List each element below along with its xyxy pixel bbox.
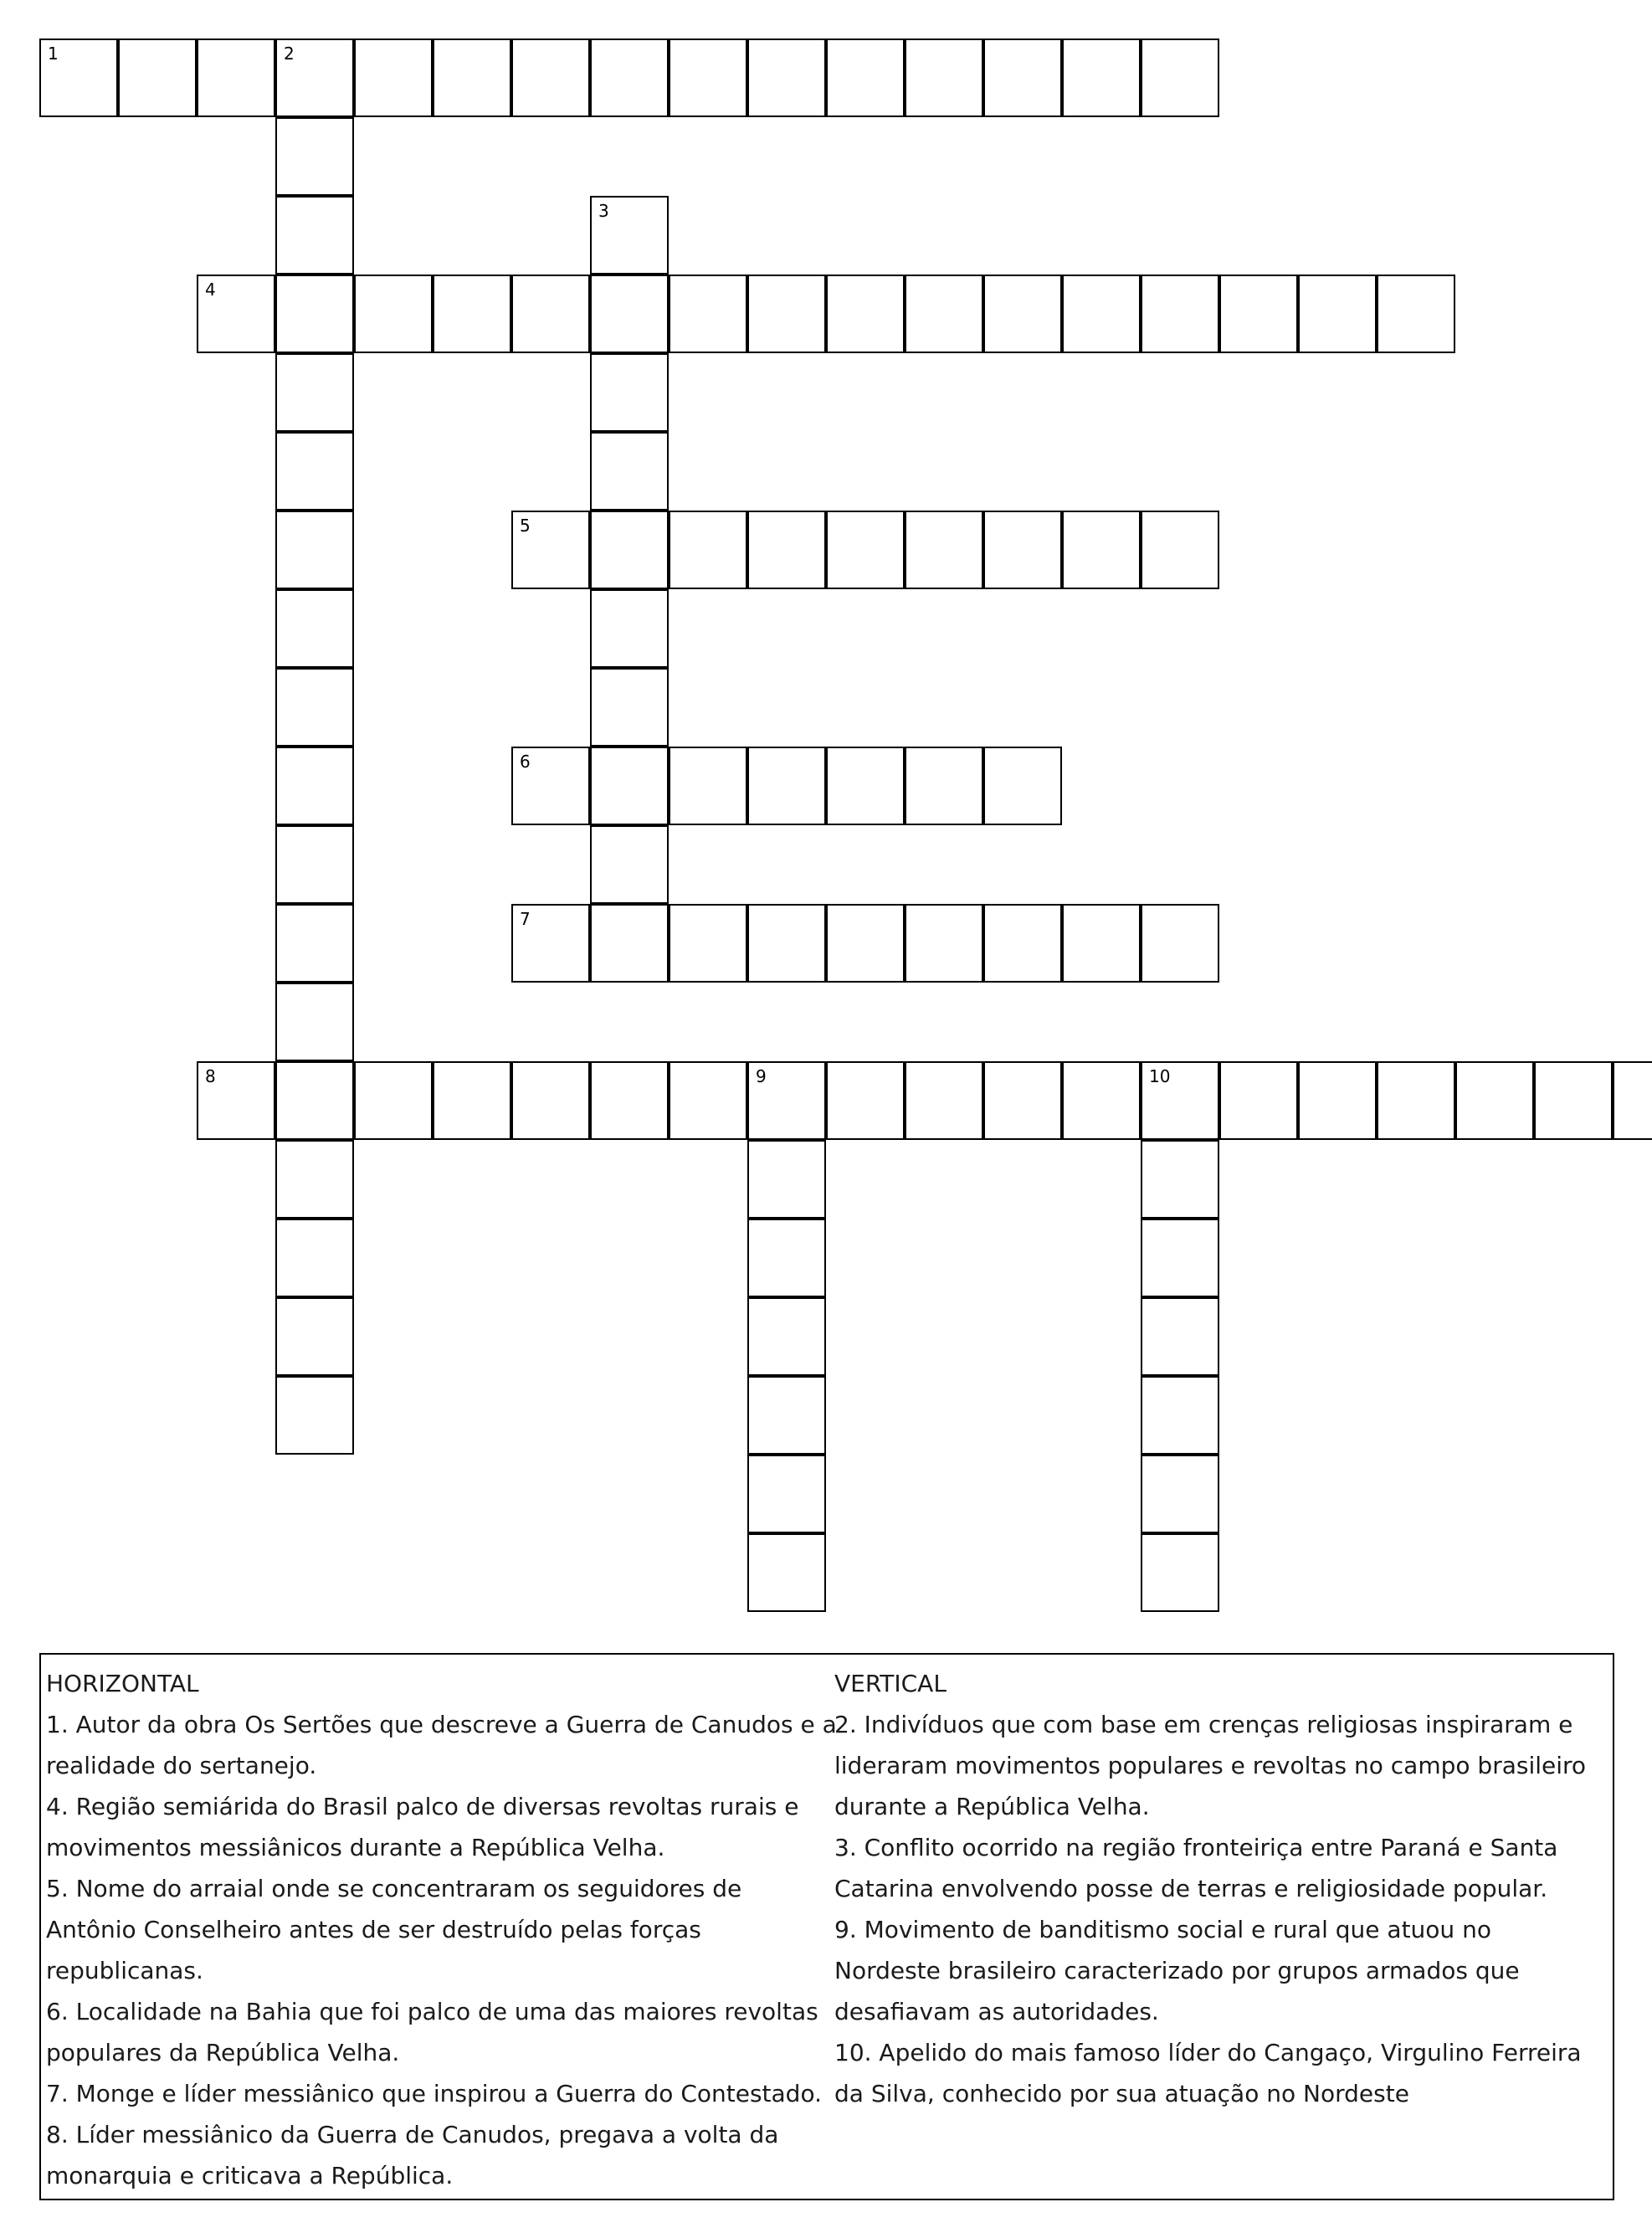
grid-cell[interactable]	[747, 38, 826, 117]
clue-number-label: 8	[205, 1066, 216, 1086]
grid-cell[interactable]	[275, 38, 354, 117]
grid-cell[interactable]	[826, 38, 905, 117]
grid-cell[interactable]	[983, 275, 1062, 353]
grid-cell[interactable]	[1141, 904, 1219, 983]
grid-cell[interactable]	[1141, 1455, 1219, 1533]
grid-cell[interactable]	[275, 1061, 354, 1140]
grid-cell[interactable]	[1534, 1061, 1613, 1140]
clue-across-6: 6. Localidade na Bahia que foi palco de uma das maiores revoltas populares da República Velha.	[46, 1998, 818, 2066]
grid-cell[interactable]	[826, 1061, 905, 1140]
grid-cell[interactable]	[433, 38, 511, 117]
grid-cell[interactable]	[433, 275, 511, 353]
grid-cell[interactable]	[590, 353, 669, 432]
grid-cell[interactable]	[275, 1376, 354, 1455]
grid-cell[interactable]	[1141, 1061, 1219, 1140]
grid-cell[interactable]	[747, 1376, 826, 1455]
grid-cell[interactable]	[1141, 38, 1219, 117]
grid-cell[interactable]	[983, 511, 1062, 589]
grid-cell[interactable]	[669, 1061, 747, 1140]
grid-cell[interactable]	[905, 275, 983, 353]
grid-cell[interactable]	[197, 38, 275, 117]
grid-cell[interactable]	[1377, 275, 1455, 353]
grid-cell[interactable]	[669, 275, 747, 353]
grid-cell[interactable]	[590, 432, 669, 511]
grid-cell[interactable]	[511, 904, 590, 983]
clue-across-8: 8. Líder messiânico da Guerra de Canudos, pregava a volta da monarquia e criticava a República.	[46, 2121, 779, 2189]
clue-down-2: 2. Indivíduos que com base em crenças religiosas inspiraram e lideraram movimentos populares e revoltas no campo brasileiro durante a República Velha.	[834, 1711, 1587, 1820]
grid-cell[interactable]	[1062, 38, 1141, 117]
grid-cell[interactable]	[826, 275, 905, 353]
grid-cell[interactable]	[747, 1297, 826, 1376]
grid-cell[interactable]	[511, 275, 590, 353]
grid-cell[interactable]	[590, 275, 669, 353]
clue-down-3: 3. Conflito ocorrido na região fronteiriça entre Paraná e Santa Catarina envolvendo posse de terras e religiosidade popular.	[834, 1834, 1558, 1902]
grid-cell[interactable]	[275, 432, 354, 511]
grid-cell[interactable]	[275, 1219, 354, 1297]
grid-cell[interactable]	[1141, 1140, 1219, 1219]
grid-cell[interactable]	[1298, 275, 1377, 353]
grid-cell[interactable]	[826, 747, 905, 825]
clue-number-label: 5	[520, 516, 531, 536]
clue-number-label: 6	[520, 752, 531, 772]
clue-number-label: 10	[1149, 1066, 1171, 1086]
grid-cell[interactable]	[983, 1061, 1062, 1140]
grid-cell[interactable]	[511, 747, 590, 825]
grid-cell[interactable]	[590, 825, 669, 904]
grid-cell[interactable]	[118, 38, 197, 117]
clue-number-label: 2	[284, 44, 295, 64]
grid-cell[interactable]	[826, 511, 905, 589]
clue-down-10: 10. Apelido do mais famoso líder do Cangaço, Virgulino Ferreira da Silva, conhecido por sua atuação no Nordeste	[834, 2039, 1582, 2107]
grid-cell[interactable]	[1219, 275, 1298, 353]
grid-cell[interactable]	[826, 904, 905, 983]
grid-cell[interactable]	[1062, 511, 1141, 589]
grid-cell[interactable]	[1141, 511, 1219, 589]
clue-across-5: 5. Nome do arraial onde se concentraram os seguidores de Antônio Conselheiro antes de ser destruído pelas forças republicanas.	[46, 1875, 742, 1984]
grid-cell[interactable]	[275, 1297, 354, 1376]
grid-cell[interactable]	[747, 904, 826, 983]
grid-cell[interactable]	[275, 511, 354, 589]
grid-cell[interactable]	[197, 275, 275, 353]
grid-cell[interactable]	[354, 275, 433, 353]
grid-cell[interactable]	[511, 1061, 590, 1140]
grid-cell[interactable]	[1141, 1533, 1219, 1612]
grid-cell[interactable]	[590, 511, 669, 589]
grid-cell[interactable]	[669, 747, 747, 825]
grid-cell[interactable]	[511, 38, 590, 117]
grid-cell[interactable]	[669, 511, 747, 589]
grid-cell[interactable]	[511, 511, 590, 589]
grid-cell[interactable]	[590, 196, 669, 275]
clue-across-4: 4. Região semiárida do Brasil palco de diversas revoltas rurais e movimentos messiânicos durante a República Velha.	[46, 1793, 799, 1861]
clue-number-label: 9	[756, 1066, 767, 1086]
grid-cell[interactable]	[275, 668, 354, 747]
grid-cell[interactable]	[905, 511, 983, 589]
grid-cell[interactable]	[590, 589, 669, 668]
grid-cell[interactable]	[747, 1140, 826, 1219]
grid-cell[interactable]	[590, 904, 669, 983]
grid-cell[interactable]	[354, 1061, 433, 1140]
grid-cell[interactable]	[983, 747, 1062, 825]
clue-across-1: 1. Autor da obra Os Sertões que descreve a Guerra de Canudos e a realidade do sertanejo.	[46, 1711, 837, 1779]
grid-cell[interactable]	[1062, 1061, 1141, 1140]
grid-cell[interactable]	[1141, 1376, 1219, 1455]
clue-down-9: 9. Movimento de banditismo social e rural que atuou no Nordeste brasileiro caracterizado por grupos armados que desafiavam as autoridades.	[834, 1916, 1520, 2025]
grid-cell[interactable]	[747, 275, 826, 353]
grid-cell[interactable]	[433, 1061, 511, 1140]
grid-cell[interactable]	[590, 668, 669, 747]
grid-cell[interactable]	[1613, 1061, 1652, 1140]
grid-cell[interactable]	[354, 38, 433, 117]
clue-across-7: 7. Monge e líder messiânico que inspirou a Guerra do Contestado.	[46, 2080, 822, 2107]
grid-cell[interactable]	[669, 904, 747, 983]
clue-number-label: 7	[520, 909, 531, 929]
clue-number-label: 1	[48, 44, 59, 64]
grid-cell[interactable]	[905, 1061, 983, 1140]
grid-cell[interactable]	[275, 196, 354, 275]
grid-cell[interactable]	[275, 825, 354, 904]
grid-cell[interactable]	[1455, 1061, 1534, 1140]
grid-cell[interactable]	[983, 38, 1062, 117]
grid-cell[interactable]	[590, 38, 669, 117]
grid-cell[interactable]	[747, 1219, 826, 1297]
clue-number-label: 4	[205, 280, 216, 300]
grid-cell[interactable]	[747, 511, 826, 589]
grid-cell[interactable]	[275, 589, 354, 668]
grid-cell[interactable]	[275, 904, 354, 983]
horizontal-heading: HORIZONTAL	[46, 1670, 199, 1697]
grid-cell[interactable]	[905, 747, 983, 825]
grid-cell[interactable]	[1062, 904, 1141, 983]
grid-cell[interactable]	[275, 275, 354, 353]
grid-cell[interactable]	[1141, 275, 1219, 353]
grid-cell[interactable]	[39, 38, 118, 117]
grid-cell[interactable]	[747, 1533, 826, 1612]
grid-cell[interactable]	[1141, 1219, 1219, 1297]
grid-cell[interactable]	[275, 983, 354, 1061]
grid-cell[interactable]	[275, 747, 354, 825]
grid-cell[interactable]	[590, 747, 669, 825]
grid-cell[interactable]	[275, 353, 354, 432]
grid-cell[interactable]	[197, 1061, 275, 1140]
grid-cell[interactable]	[747, 1455, 826, 1533]
vertical-heading: VERTICAL	[834, 1670, 947, 1697]
clue-number-label: 3	[598, 201, 609, 221]
horizontal-clues	[46, 1663, 837, 2196]
grid-cell[interactable]	[275, 1140, 354, 1219]
grid-cell[interactable]	[275, 117, 354, 196]
grid-cell[interactable]	[669, 38, 747, 117]
grid-cell[interactable]	[747, 1061, 826, 1140]
grid-cell[interactable]	[1062, 275, 1141, 353]
clues-box	[39, 1653, 1614, 2200]
grid-cell[interactable]	[747, 747, 826, 825]
grid-cell[interactable]	[905, 38, 983, 117]
grid-cell[interactable]	[1141, 1297, 1219, 1376]
grid-cell[interactable]	[1377, 1061, 1455, 1140]
grid-cell[interactable]	[1298, 1061, 1377, 1140]
grid-cell[interactable]	[1219, 1061, 1298, 1140]
grid-cell[interactable]	[590, 1061, 669, 1140]
grid-cell[interactable]	[983, 904, 1062, 983]
grid-cell[interactable]	[905, 904, 983, 983]
vertical-clues	[834, 1663, 1604, 2114]
